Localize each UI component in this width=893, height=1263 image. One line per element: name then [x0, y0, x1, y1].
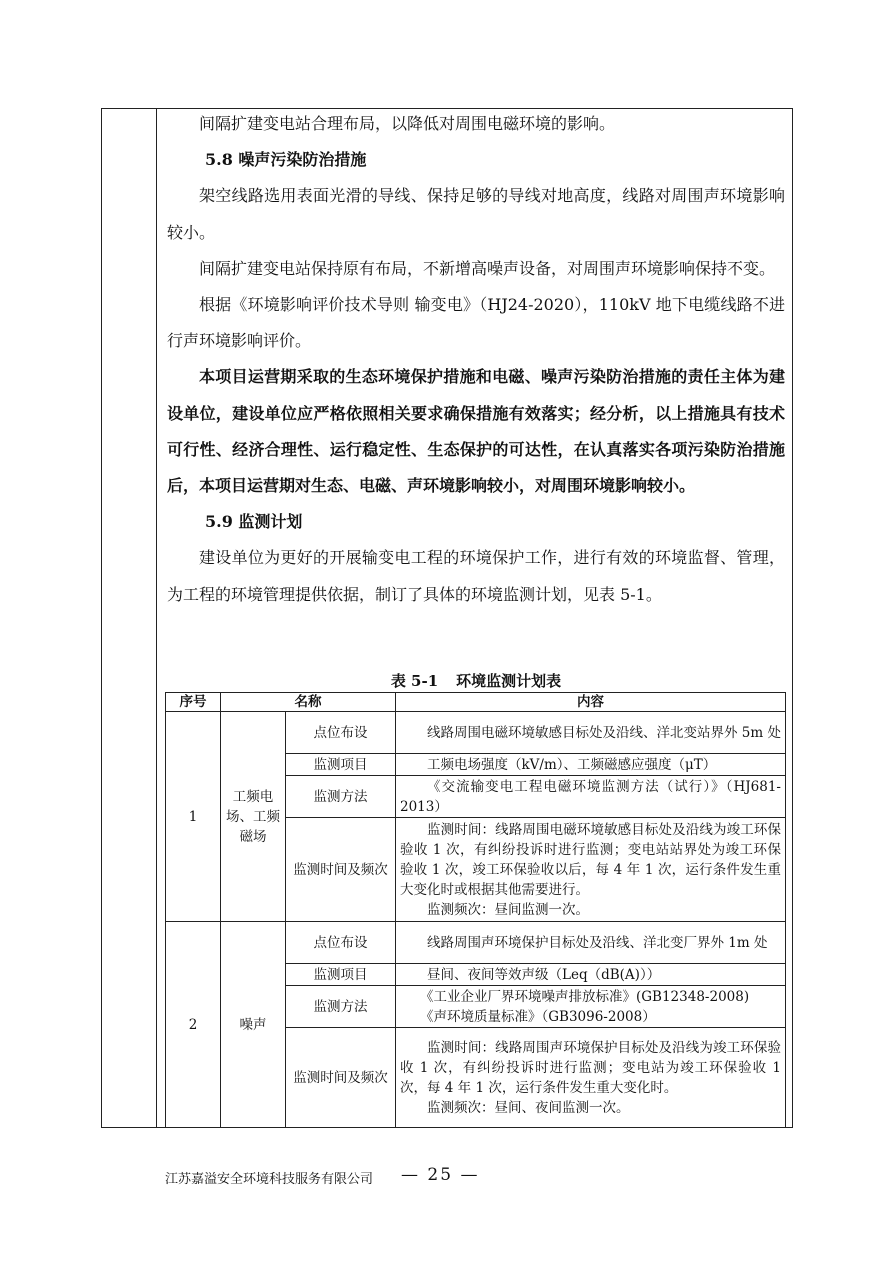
- monitor-category: 工频电场、工频磁场: [221, 712, 286, 922]
- item-content-line: 《工业企业厂界环境噪声排放标准》(GB12348-2008): [420, 988, 750, 1005]
- item-label: 点位布设: [286, 712, 396, 754]
- item-label: 监测方法: [286, 986, 396, 1028]
- page-number: — 25 —: [401, 1165, 480, 1185]
- item-content: 线路周围声环境保护目标处及沿线、洋北变厂界外 1m 处: [396, 922, 786, 964]
- item-content: [396, 986, 786, 1028]
- paragraph: 间隔扩建变电站合理布局，以降低对周围电磁环境的影响。: [199, 114, 616, 133]
- header-content: 内容: [396, 693, 786, 712]
- item-content: 昼间、夜间等效声级（Leq（dB(A)））: [396, 964, 786, 986]
- row-number: 1: [166, 712, 221, 922]
- item-label: 点位布设: [286, 922, 396, 964]
- section-heading-5-8: 5.8 噪声污染防治措施: [205, 150, 367, 170]
- table-row: [166, 922, 786, 964]
- item-content-line: 监测频次：昼间、夜间监测一次。: [427, 1099, 630, 1116]
- item-content: [396, 1028, 786, 1128]
- table-number: 表 5-1: [390, 672, 439, 690]
- monitoring-plan-table: [165, 692, 786, 1128]
- paragraph: 间隔扩建变电站保持原有布局，不新增高噪声设备，对周围声环境影响保持不变。: [199, 258, 776, 278]
- item-content-line: 《声环境质量标准》（GB3096-2008）: [420, 1008, 656, 1025]
- conclusion-paragraph: 本项目运营期采取的生态环境保护措施和电磁、噪声污染防治措施的责任主体为建设单位，建设单位应严格依照相关要求确保措施有效落实；经分析，以上措施具有技术可行性、经济合理性、运行稳定性、生态保护的可达性，在认真落实各项污染防治措施后，本项目运营期对生态、电磁、声环境影响较小，对周围环境影响较小。: [167, 367, 785, 496]
- paragraph: 建设单位为更好的开展输变电工程的环境保护工作，进行有效的环境监督、管理，为工程的环境管理提供依据，制订了具体的环境监测计划，见表 5-1。: [167, 548, 785, 604]
- monitor-category: 噪声: [221, 922, 286, 1128]
- item-label: 监测项目: [286, 754, 396, 776]
- item-content: 工频电场强度（kV/m）、工频磁感应强度（μT）: [396, 754, 786, 776]
- item-label: 监测时间及频次: [286, 818, 396, 922]
- header-no: 序号: [166, 693, 221, 712]
- row-number: 2: [166, 922, 221, 1128]
- item-label: 监测项目: [286, 964, 396, 986]
- frame-divider: [156, 108, 157, 1128]
- paragraph: 架空线路选用表面光滑的导线、保持足够的导线对地高度，线路对周围声环境影响较小。: [167, 186, 785, 242]
- item-label: 监测方法: [286, 776, 396, 818]
- table-title: 环境监测计划表: [456, 672, 562, 690]
- item-label: 监测时间及频次: [286, 1028, 396, 1128]
- item-content-line: 监测时间：线路周围电磁环境敏感目标处及沿线为竣工环保验收 1 次，有纠纷投诉时进行监测；变电站站界处为竣工环保验收 1 次，竣工环保验收以后，每 4 年 1 次，运行条件发生重大变化时或根据其他需要进行。: [400, 821, 781, 898]
- table-row: [166, 712, 786, 754]
- item-content: 《交流输变电工程电磁环境监测方法（试行）》（HJ681-2013）: [396, 776, 786, 818]
- item-content: [396, 818, 786, 922]
- table-header-row: [166, 693, 786, 712]
- item-content-line: 监测频次：昼间监测一次。: [427, 901, 589, 918]
- body-text: [167, 108, 785, 613]
- section-heading-5-9: 5.9 监测计划: [205, 512, 303, 532]
- item-content-line: 监测时间：线路周围声环境保护目标处及沿线为竣工环保验收 1 次，有纠纷投诉时进行监测；变电站为竣工环保验收 1 次，每 4 年 1 次，运行条件发生重大变化时。: [400, 1039, 781, 1096]
- item-content: 线路周围电磁环境敏感目标处及沿线、洋北变站界外 5m 处: [396, 712, 786, 754]
- footer-company: 江苏嘉溢安全环境科技服务有限公司: [165, 1172, 374, 1187]
- paragraph: 根据《环境影响评价技术导则 输变电》（HJ24-2020），110kV 地下电缆线路不进行声环境影响评价。: [167, 295, 785, 351]
- header-name: 名称: [221, 693, 396, 712]
- table-caption: [167, 670, 785, 692]
